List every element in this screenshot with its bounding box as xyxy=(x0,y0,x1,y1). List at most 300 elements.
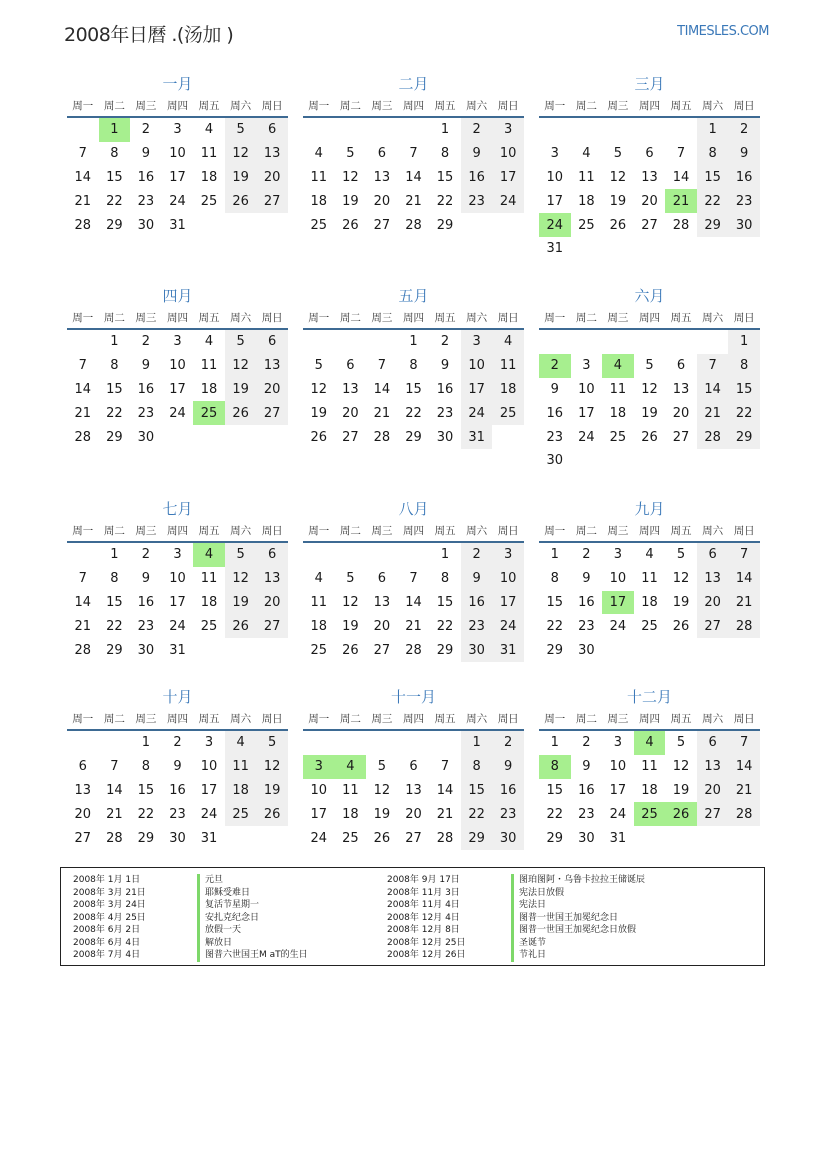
empty-cell xyxy=(728,237,760,261)
day-cell: 22 xyxy=(436,193,454,209)
month-table xyxy=(67,707,288,850)
day-cell: 17 xyxy=(609,782,627,798)
empty-cell xyxy=(193,638,225,662)
day-cell: 15 xyxy=(405,381,422,397)
week-row xyxy=(539,826,760,850)
day-cell: 25 xyxy=(310,642,328,658)
empty-cell xyxy=(398,542,430,567)
day-cell: 9 xyxy=(728,142,760,166)
week-row xyxy=(303,213,524,237)
weekday-header: 周日 xyxy=(728,519,760,542)
day-cell: 14 xyxy=(728,567,760,591)
day-cell: 1 xyxy=(409,334,418,350)
day-cell: 3 xyxy=(303,755,335,779)
empty-cell xyxy=(571,449,603,473)
day-cell: 5 xyxy=(225,329,257,354)
week-row xyxy=(67,213,288,237)
day-cell: 1 xyxy=(440,547,450,563)
day-cell: 23 xyxy=(578,806,595,822)
day-cell: 29 xyxy=(728,425,760,449)
day-cell: 23 xyxy=(492,802,524,826)
empty-cell xyxy=(571,237,603,261)
empty-cell xyxy=(634,449,666,473)
day-cell: 26 xyxy=(342,642,359,658)
day-cell: 8 xyxy=(539,755,571,779)
day-cell: 28 xyxy=(728,614,760,638)
day-cell: 29 xyxy=(436,217,454,233)
week-row xyxy=(539,449,760,473)
holiday-date: 2008年 4月 25日 xyxy=(73,912,146,923)
day-cell: 10 xyxy=(492,567,524,591)
week-row xyxy=(67,802,288,826)
day-cell: 15 xyxy=(106,381,123,397)
day-cell: 26 xyxy=(225,189,257,213)
empty-cell xyxy=(429,730,461,755)
day-cell: 6 xyxy=(645,146,654,162)
weekday-header: 周六 xyxy=(697,707,729,730)
day-cell: 11 xyxy=(342,782,359,798)
week-row xyxy=(67,166,288,190)
day-cell: 7 xyxy=(676,146,686,162)
day-cell: 18 xyxy=(310,618,328,634)
day-cell: 28 xyxy=(697,425,729,449)
day-cell: 28 xyxy=(74,429,92,445)
day-cell: 4 xyxy=(582,146,591,162)
day-cell: 26 xyxy=(373,830,391,846)
month-block xyxy=(303,687,524,850)
empty-cell xyxy=(728,826,760,850)
empty-cell xyxy=(665,237,697,261)
day-cell: 5 xyxy=(377,759,387,775)
day-cell: 7 xyxy=(78,571,87,587)
day-cell: 28 xyxy=(728,802,760,826)
day-cell: 30 xyxy=(137,217,155,233)
empty-cell xyxy=(398,730,430,755)
week-row xyxy=(303,378,524,402)
day-cell: 19 xyxy=(672,594,690,610)
week-row xyxy=(539,354,760,378)
holiday-name: 解放日 xyxy=(197,937,232,950)
day-cell: 17 xyxy=(546,193,564,209)
day-cell: 5 xyxy=(346,146,355,162)
empty-cell xyxy=(225,425,257,449)
weekday-header: 周四 xyxy=(634,94,666,117)
day-cell: 13 xyxy=(373,169,391,185)
day-cell: 21 xyxy=(405,193,422,209)
empty-cell xyxy=(366,117,398,142)
day-cell: 30 xyxy=(137,642,155,658)
day-cell: 7 xyxy=(697,354,729,378)
weekday-header: 周日 xyxy=(728,707,760,730)
week-row xyxy=(67,779,288,803)
day-cell: 25 xyxy=(492,401,524,425)
day-cell: 3 xyxy=(613,547,623,563)
empty-cell xyxy=(99,730,131,755)
day-cell: 14 xyxy=(436,782,454,798)
empty-cell xyxy=(602,237,634,261)
day-cell: 6 xyxy=(346,358,355,374)
day-cell: 19 xyxy=(225,166,257,190)
day-cell: 17 xyxy=(578,405,595,421)
weekday-header: 周六 xyxy=(461,94,493,117)
month-name: 五月 xyxy=(398,287,429,305)
day-cell: 9 xyxy=(173,759,182,775)
empty-cell xyxy=(634,117,666,142)
day-cell: 17 xyxy=(492,166,524,190)
day-cell: 25 xyxy=(342,830,359,846)
day-cell: 20 xyxy=(373,193,391,209)
day-cell: 3 xyxy=(173,547,182,563)
empty-cell xyxy=(256,826,288,850)
day-cell: 10 xyxy=(609,759,627,775)
day-cell: 14 xyxy=(74,381,92,397)
month-table xyxy=(303,707,524,850)
empty-cell xyxy=(335,117,367,142)
day-cell: 4 xyxy=(314,571,323,587)
day-cell: 8 xyxy=(697,142,729,166)
day-cell: 19 xyxy=(225,591,257,615)
day-cell: 8 xyxy=(440,571,450,587)
weekday-header: 周三 xyxy=(602,94,634,117)
weekday-header: 周二 xyxy=(99,707,131,730)
empty-cell xyxy=(303,730,335,755)
week-row xyxy=(303,614,524,638)
day-cell: 7 xyxy=(78,146,87,162)
day-cell: 12 xyxy=(342,169,359,185)
day-cell: 25 xyxy=(200,618,218,634)
month-block xyxy=(67,687,288,850)
day-cell: 20 xyxy=(697,591,729,615)
weekday-header: 周五 xyxy=(665,306,697,329)
weekday-header: 周四 xyxy=(162,519,194,542)
weekday-header: 周日 xyxy=(728,306,760,329)
day-cell: 20 xyxy=(641,193,658,209)
month-name: 七月 xyxy=(162,500,193,518)
day-cell: 18 xyxy=(225,779,257,803)
empty-cell xyxy=(335,730,367,755)
day-cell: 23 xyxy=(546,429,564,445)
weekday-header: 周日 xyxy=(492,306,524,329)
week-row xyxy=(539,614,760,638)
day-cell: 31 xyxy=(461,425,493,449)
day-cell: 1 xyxy=(141,735,151,751)
weekday-header: 周三 xyxy=(130,519,162,542)
weekday-header: 周四 xyxy=(634,519,666,542)
week-row xyxy=(539,425,760,449)
day-cell: 10 xyxy=(200,759,218,775)
weekday-header: 周一 xyxy=(67,519,99,542)
day-cell: 18 xyxy=(641,594,658,610)
day-cell: 16 xyxy=(169,782,186,798)
month-table xyxy=(303,94,524,237)
day-cell: 17 xyxy=(310,806,328,822)
empty-cell xyxy=(697,329,729,354)
weekday-header: 周二 xyxy=(571,519,603,542)
day-cell: 29 xyxy=(546,830,564,846)
day-cell: 22 xyxy=(106,405,123,421)
day-cell: 12 xyxy=(225,354,257,378)
day-cell: 10 xyxy=(546,169,564,185)
day-cell: 29 xyxy=(106,217,123,233)
day-cell: 20 xyxy=(697,779,729,803)
day-cell: 15 xyxy=(728,378,760,402)
month-table xyxy=(539,519,760,662)
day-cell: 12 xyxy=(256,755,288,779)
day-cell: 18 xyxy=(200,169,218,185)
weekday-header: 周四 xyxy=(398,707,430,730)
day-cell: 18 xyxy=(342,806,359,822)
week-row xyxy=(303,567,524,591)
holiday-name: 图普一世国王加冕纪念日 xyxy=(511,912,618,925)
weekday-header: 周六 xyxy=(225,94,257,117)
week-row xyxy=(303,730,524,755)
weekday-header: 周二 xyxy=(335,519,367,542)
empty-cell xyxy=(665,638,697,662)
day-cell: 14 xyxy=(74,594,92,610)
day-cell: 30 xyxy=(169,830,186,846)
day-cell: 1 xyxy=(697,117,729,142)
holiday-date: 2008年 6月 4日 xyxy=(73,937,141,948)
day-cell: 11 xyxy=(578,169,595,185)
day-cell: 5 xyxy=(613,146,623,162)
day-cell: 22 xyxy=(106,618,123,634)
weekday-header: 周三 xyxy=(602,519,634,542)
weekday-header: 周三 xyxy=(366,306,398,329)
day-cell: 12 xyxy=(641,381,658,397)
empty-cell xyxy=(366,542,398,567)
day-cell: 14 xyxy=(672,169,690,185)
day-cell: 12 xyxy=(373,782,391,798)
day-cell: 12 xyxy=(225,567,257,591)
holiday-date: 2008年 3月 24日 xyxy=(73,900,146,910)
day-cell: 16 xyxy=(137,169,155,185)
holiday-name: 图珀图阿・乌鲁卡拉拉王储诞辰 xyxy=(511,874,645,887)
day-cell: 4 xyxy=(492,329,524,354)
week-row xyxy=(67,567,288,591)
empty-cell xyxy=(67,329,99,354)
day-cell: 27 xyxy=(256,189,288,213)
week-row xyxy=(67,730,288,755)
empty-cell xyxy=(602,117,634,142)
week-row xyxy=(67,117,288,142)
week-row xyxy=(539,730,760,755)
day-cell: 16 xyxy=(492,779,524,803)
day-cell: 23 xyxy=(436,405,454,421)
day-cell: 3 xyxy=(613,735,623,751)
day-cell: 19 xyxy=(342,193,359,209)
month-block xyxy=(539,74,760,261)
day-cell: 28 xyxy=(373,429,391,445)
weekday-header: 周日 xyxy=(256,94,288,117)
day-cell: 2 xyxy=(539,354,571,378)
week-row xyxy=(67,591,288,615)
page-title: 2008年日曆 .(汤加 ) xyxy=(64,24,234,46)
empty-cell xyxy=(728,449,760,473)
day-cell: 31 xyxy=(609,830,627,846)
weekday-header: 周三 xyxy=(130,306,162,329)
day-cell: 13 xyxy=(342,381,359,397)
day-cell: 20 xyxy=(74,806,92,822)
week-row xyxy=(539,237,760,261)
holiday-date: 2008年 12月 8日 xyxy=(387,925,460,935)
day-cell: 31 xyxy=(169,217,186,233)
day-cell: 19 xyxy=(672,782,690,798)
day-cell: 19 xyxy=(373,806,391,822)
day-cell: 31 xyxy=(200,830,218,846)
day-cell: 10 xyxy=(310,782,328,798)
day-cell: 2 xyxy=(582,735,591,751)
day-cell: 17 xyxy=(169,594,186,610)
day-cell: 22 xyxy=(728,401,760,425)
holiday-date: 2008年 7月 4日 xyxy=(73,950,141,960)
week-row xyxy=(539,638,760,662)
day-cell: 3 xyxy=(204,735,214,751)
weekday-header: 周六 xyxy=(697,306,729,329)
week-row xyxy=(303,401,524,425)
month-table xyxy=(303,519,524,662)
day-cell: 18 xyxy=(200,381,218,397)
empty-cell xyxy=(634,638,666,662)
site-link[interactable]: TIMESLES.COM xyxy=(677,24,769,39)
day-cell: 7 xyxy=(728,542,760,567)
day-cell: 25 xyxy=(225,802,257,826)
weekday-header: 周五 xyxy=(429,707,461,730)
day-cell: 11 xyxy=(310,594,328,610)
week-row xyxy=(539,213,760,237)
day-cell: 25 xyxy=(641,618,658,634)
week-row xyxy=(539,329,760,354)
day-cell: 29 xyxy=(546,642,564,658)
month-name: 三月 xyxy=(634,75,665,93)
weekday-header: 周四 xyxy=(162,94,194,117)
day-cell: 21 xyxy=(74,405,92,421)
holiday-date: 2008年 12月 25日 xyxy=(387,937,466,948)
day-cell: 30 xyxy=(578,642,595,658)
weekday-header: 周日 xyxy=(256,519,288,542)
empty-cell xyxy=(193,425,225,449)
day-cell: 3 xyxy=(173,334,182,350)
day-cell: 10 xyxy=(578,381,595,397)
day-cell: 7 xyxy=(377,358,387,374)
week-row xyxy=(67,755,288,779)
day-cell: 23 xyxy=(169,806,186,822)
day-cell: 12 xyxy=(310,381,328,397)
day-cell: 28 xyxy=(672,217,690,233)
day-cell: 17 xyxy=(169,381,186,397)
empty-cell xyxy=(571,117,603,142)
day-cell: 24 xyxy=(609,618,627,634)
day-cell: 16 xyxy=(436,381,454,397)
month-block xyxy=(303,499,524,662)
month-name: 十二月 xyxy=(626,688,672,706)
week-row xyxy=(539,567,760,591)
day-cell: 31 xyxy=(546,241,564,257)
weekday-header: 周一 xyxy=(539,707,571,730)
day-cell: 11 xyxy=(609,381,627,397)
month-block xyxy=(539,286,760,473)
day-cell: 29 xyxy=(137,830,155,846)
day-cell: 8 xyxy=(728,354,760,378)
week-row xyxy=(303,779,524,803)
day-cell: 25 xyxy=(193,401,225,425)
day-cell: 18 xyxy=(609,405,627,421)
empty-cell xyxy=(492,213,524,237)
day-cell: 21 xyxy=(665,189,697,213)
day-cell: 29 xyxy=(697,213,729,237)
month-table xyxy=(303,306,524,449)
month-block xyxy=(67,74,288,237)
day-cell: 7 xyxy=(728,730,760,755)
week-row xyxy=(67,425,288,449)
day-cell: 14 xyxy=(74,169,92,185)
day-cell: 26 xyxy=(342,217,359,233)
day-cell: 5 xyxy=(314,358,323,374)
day-cell: 30 xyxy=(436,429,454,445)
empty-cell xyxy=(67,542,99,567)
month-table xyxy=(67,519,288,662)
weekday-header: 周五 xyxy=(429,94,461,117)
day-cell: 11 xyxy=(200,146,218,162)
holiday-name: 安扎克纪念日 xyxy=(197,912,259,925)
day-cell: 2 xyxy=(141,122,151,138)
day-cell: 24 xyxy=(169,618,186,634)
holiday-date: 2008年 9月 17日 xyxy=(387,875,460,885)
day-cell: 3 xyxy=(461,329,493,354)
day-cell: 12 xyxy=(672,571,690,587)
week-row xyxy=(303,189,524,213)
day-cell: 20 xyxy=(256,378,288,402)
day-cell: 1 xyxy=(110,334,119,350)
empty-cell xyxy=(256,213,288,237)
day-cell: 3 xyxy=(173,122,182,138)
holiday-name: 复活节星期一 xyxy=(197,899,259,912)
day-cell: 2 xyxy=(582,547,591,563)
day-cell: 22 xyxy=(461,802,493,826)
month-name: 二月 xyxy=(398,75,429,93)
day-cell: 27 xyxy=(256,401,288,425)
empty-cell xyxy=(225,213,257,237)
day-cell: 17 xyxy=(200,782,218,798)
day-cell: 15 xyxy=(697,166,729,190)
day-cell: 27 xyxy=(697,802,729,826)
day-cell: 6 xyxy=(256,542,288,567)
empty-cell xyxy=(366,730,398,755)
day-cell: 1 xyxy=(728,329,760,354)
empty-cell xyxy=(665,826,697,850)
day-cell: 4 xyxy=(314,146,323,162)
day-cell: 23 xyxy=(461,189,493,213)
day-cell: 24 xyxy=(539,213,571,237)
day-cell: 1 xyxy=(440,122,450,138)
day-cell: 8 xyxy=(550,571,559,587)
empty-cell xyxy=(697,826,729,850)
day-cell: 6 xyxy=(409,759,418,775)
weekday-header: 周日 xyxy=(492,519,524,542)
day-cell: 21 xyxy=(405,618,422,634)
day-cell: 25 xyxy=(200,193,218,209)
day-cell: 14 xyxy=(106,782,123,798)
day-cell: 16 xyxy=(137,594,155,610)
empty-cell xyxy=(665,117,697,142)
day-cell: 27 xyxy=(342,429,359,445)
weekday-header: 周一 xyxy=(303,306,335,329)
day-cell: 23 xyxy=(137,618,155,634)
day-cell: 10 xyxy=(461,354,493,378)
day-cell: 13 xyxy=(672,381,690,397)
day-cell: 6 xyxy=(377,571,387,587)
day-cell: 4 xyxy=(204,122,214,138)
weekday-header: 周五 xyxy=(193,519,225,542)
